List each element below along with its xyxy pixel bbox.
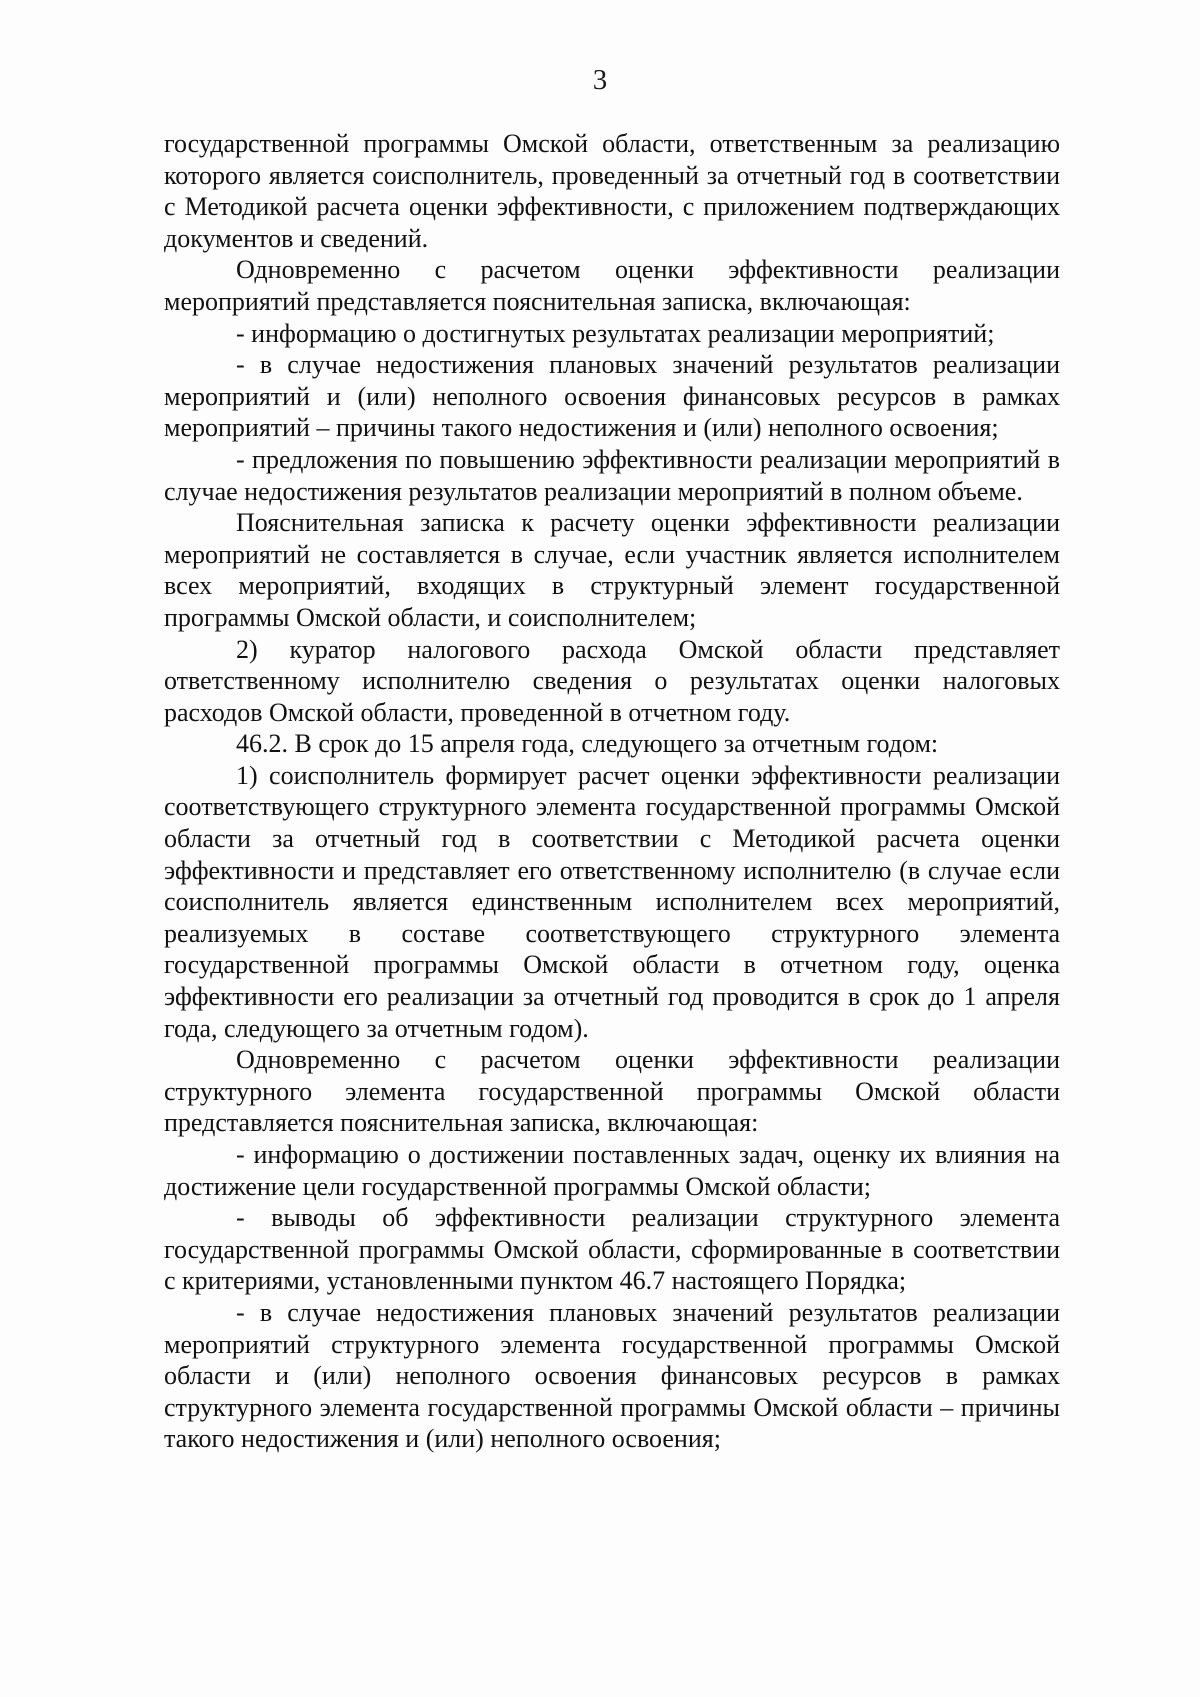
paragraph-note-exception: Пояснительная записка к расчету оценки эффективности реализации мероприятий не составляется в случае, если участник является исполнителем всех мероприятий, входящих в структурный элемент государственной программы Омской области, и соисполнителем;: [164, 508, 1060, 632]
paragraph-explanatory-note-intro: Одновременно с расчетом оценки эффективности реализации мероприятий представляется пояснительная записка, включающая:: [164, 255, 1060, 316]
list-item-results-info: - информацию о достигнутых результатах реализации мероприятий;: [236, 318, 995, 348]
paragraph-tax-curator: 2) куратор налогового расхода Омской области представляет ответственному исполнителю сведения о результатах оценки налоговых расходов Омской области, проведенной в отчетном году.: [164, 634, 1060, 727]
paragraph-structural-element-note-intro: Одновременно с расчетом оценки эффективности реализации структурного элемента государственной программы Омской области представляется пояснительная записка, включающая:: [164, 1045, 1060, 1138]
paragraph-continuation: государственной программы Омской области, ответственным за реализацию которого является соисполнитель, проведенный за отчетный год в соответствии с Методикой расчета оценки эффективности, с приложением подтверждающих документов и сведений.: [164, 129, 1060, 253]
paragraph-section-46-2: 46.2. В срок до 15 апреля года, следующего за отчетным годом:: [236, 729, 939, 759]
page-number: 3: [592, 64, 608, 96]
list-item-structural-nonachievement: - в случае недостижения плановых значений результатов реализации мероприятий структурного элемента государственной программы Омской области и (или) неполного освоения финансовых ресурсов в рамках структурного элемента государственной программы Омской области – причины такого недостижения и (или) неполного освоения;: [164, 1297, 1060, 1454]
list-item-tasks-achievement: - информацию о достижении поставленных задач, оценку их влияния на достижение цели государственной программы Омской области;: [164, 1140, 1060, 1201]
list-item-efficiency-conclusions: - выводы об эффективности реализации структурного элемента государственной программы Омской области, сформированные в соответствии с критериями, установленными пунктом 46.7 настоящего Порядка;: [164, 1203, 1060, 1296]
paragraph-coexecutor-calculation: 1) соисполнитель формирует расчет оценки эффективности реализации соответствующего структурного элемента государственной программы Омской области за отчетный год в соответствии с Методикой расчета оценки эффективности и представляет его ответственному исполнителю (в случае если соисполнитель является единственным исполнителем всех мероприятий, реализуемых в составе соответствующего структурного элемента государственной программы Омской области в отчетном году, оценка эффективности его реализации за отчетный год проводится в срок до 1 апреля года, следующего за отчетным годом).: [164, 760, 1060, 1043]
list-item-efficiency-proposals: - предложения по повышению эффективности реализации мероприятий в случае недостижения результатов реализации мероприятий в полном объеме.: [164, 444, 1060, 506]
list-item-nonachievement-reasons: - в случае недостижения плановых значений результатов реализации мероприятий и (или) неполного освоения финансовых ресурсов в рамках мероприятий – причины такого недостижения и (или) неполного освоения;: [164, 350, 1060, 443]
document-body: [164, 128, 1060, 1455]
